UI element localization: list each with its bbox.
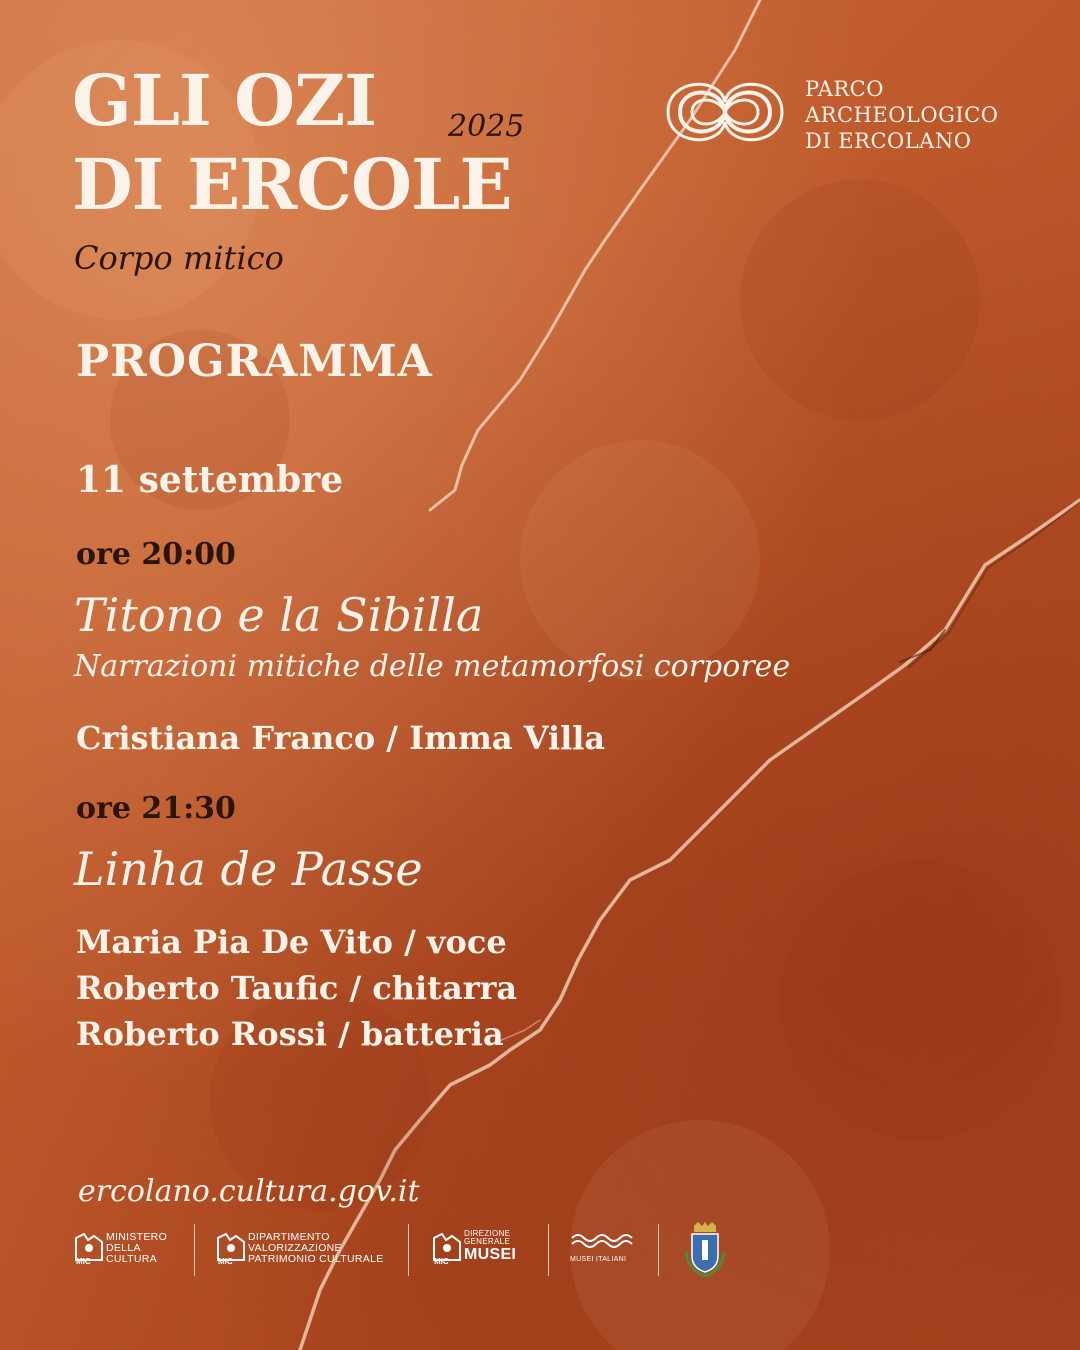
subtitle: Corpo mitico	[74, 239, 284, 277]
direzione-line-1: DIREZIONE	[464, 1229, 511, 1238]
crack-shadow	[908, 502, 1080, 668]
logo-text	[805, 76, 998, 154]
mic-label: MiC	[218, 1257, 233, 1266]
musei-italiani-logo	[568, 1230, 638, 1270]
year-label: 2025	[448, 109, 525, 144]
logo-line-2: ARCHEOLOGICO	[805, 103, 999, 127]
ercolano-coat-of-arms-icon	[682, 1222, 728, 1278]
title-line-1: GLI OZI	[72, 59, 376, 142]
event-1-title: Titono e la Sibilla	[74, 588, 484, 642]
event-2-title: Linha de Passe	[74, 842, 423, 896]
dipartimento-text	[248, 1232, 384, 1265]
direzione-musei-logo	[430, 1230, 530, 1270]
mic-label: MiC	[434, 1257, 449, 1266]
logo-line-3: DI ERCOLANO	[805, 129, 972, 153]
dipartimento-line-1: DIPARTIMENTO	[248, 1231, 330, 1243]
musei-italiani-logo-icon	[570, 1230, 634, 1252]
performer-item: Roberto Taufic / chitarra	[76, 969, 518, 1007]
event-date: 11 settembre	[76, 459, 344, 501]
direzione-line-3: MUSEI	[464, 1246, 517, 1263]
event-2-time: ore 21:30	[76, 791, 236, 826]
direzione-line-2: GENERALE	[464, 1237, 510, 1246]
website-link[interactable]: ercolano.cultura.gov.it	[78, 1174, 420, 1209]
parco-archeologico-logo	[660, 72, 1020, 152]
dipartimento-line-2: VALORIZZAZIONE	[248, 1242, 342, 1254]
title-line-2: DI ERCOLE	[72, 143, 512, 226]
ministero-line-3: CULTURA	[106, 1253, 157, 1265]
ministero-cultura-logo	[72, 1230, 182, 1270]
event-1-subtitle: Narrazioni mitiche delle metamorfosi corporee	[74, 649, 791, 684]
knot-logo-icon	[660, 72, 790, 152]
ministero-line-2: DELLA	[106, 1242, 141, 1254]
ministero-text	[106, 1232, 167, 1265]
mic-label: MiC	[76, 1257, 91, 1266]
event-1-time: ore 20:00	[76, 537, 236, 572]
musei-italiani-text: MUSEI ITALIANI	[570, 1256, 627, 1263]
event-1-performers: Cristiana Franco / Imma Villa	[76, 719, 606, 757]
footer-divider	[408, 1224, 409, 1276]
footer-divider	[194, 1224, 195, 1276]
programma-heading: PROGRAMMA	[76, 336, 433, 387]
dipartimento-logo	[214, 1230, 394, 1270]
direzione-text	[464, 1230, 516, 1264]
footer-divider	[658, 1224, 659, 1276]
footer-divider	[548, 1224, 549, 1276]
logo-line-1: PARCO	[805, 77, 884, 101]
event-2-performers	[76, 923, 518, 1064]
performer-item: Roberto Rossi / batteria	[76, 1015, 504, 1053]
ministero-line-1: MINISTERO	[106, 1231, 168, 1243]
ercolano-coat-of-arms	[682, 1222, 732, 1278]
performer-item: Maria Pia De Vito / voce	[76, 923, 507, 961]
dipartimento-line-3: PATRIMONIO CULTURALE	[248, 1253, 384, 1265]
footer-logos	[72, 1222, 772, 1280]
